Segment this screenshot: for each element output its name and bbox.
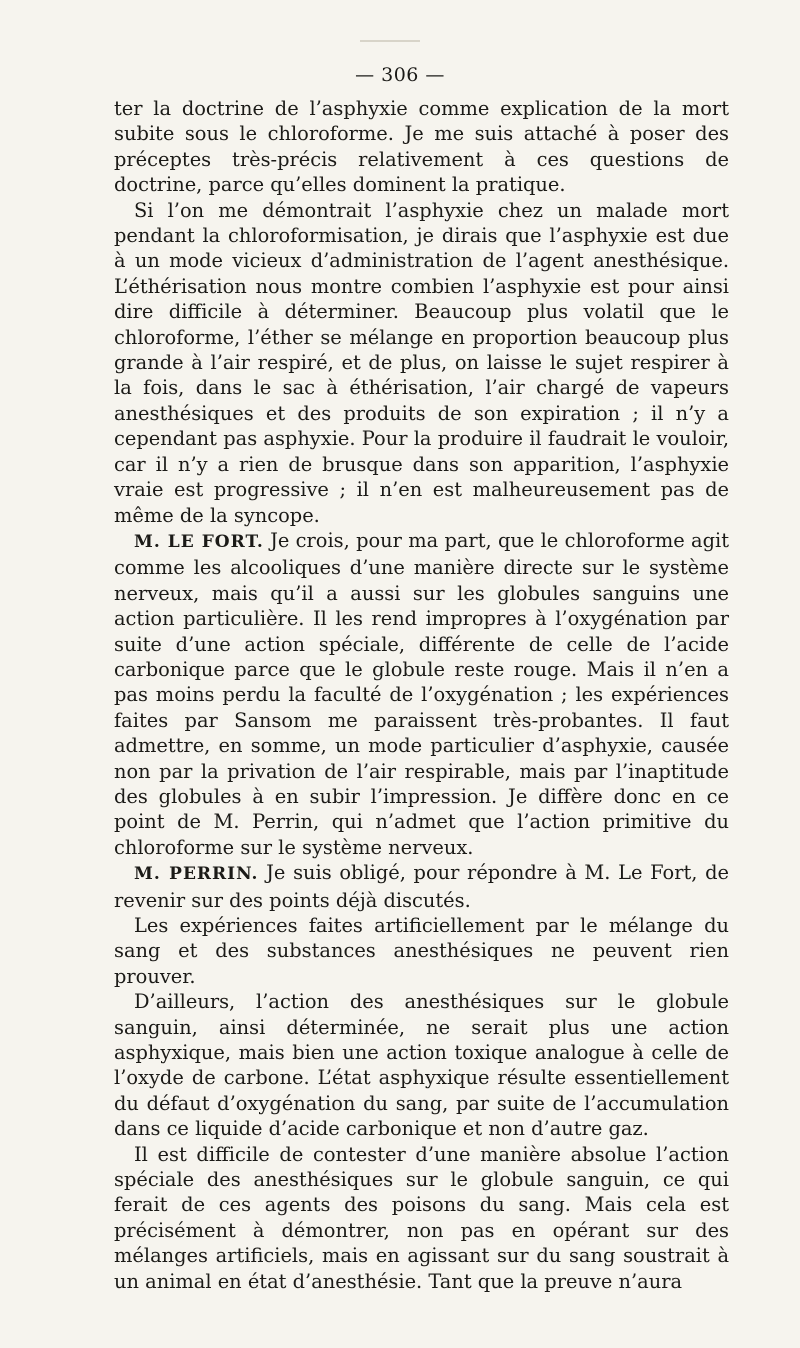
paragraph: Si l’on me démontrait l’asphyxie chez un malade mort pendant la chloroformisation, je dirais que l’asphyxie est due à un mode vicieux d’administration de l’agent anesthésique. L’éthérisation nous montre combien l’asphyxie est pour ainsi dire difficile à déterminer. Beaucoup plus volatil que le chloroforme, l’éther se mélange en proportion beaucoup plus grande à l’air respiré, et de plus, on laisse le sujet respirer à la fois, dans le sac à éthérisation, l’air chargé de vapeurs anesthésiques et des produits de son expiration ; il n’y a cependant pas asphyxie. Pour la produire il faudrait le vouloir, car il n’y a rien de brusque dans son apparition, l’asphyxie vraie est progressive ; il n’en est malheureusement pas de même de la syncope. bbox=[114, 198, 729, 527]
body-text bbox=[114, 96, 729, 1294]
paragraph-continuation: ter la doctrine de l’asphyxie comme explication de la mort subite sous le chloroforme. Je me suis attaché à poser des préceptes très-précis relativement à ces questions de doctrine, parce qu’elles dominent la pratique. bbox=[114, 97, 729, 197]
speaker-name: M. LE FORT. bbox=[134, 531, 264, 552]
speaker-name: M. PERRIN. bbox=[134, 864, 259, 885]
paragraph: Les expériences faites artificiellement par le mélange du sang et des substances anesthésiques ne peuvent rien prouver. bbox=[114, 914, 729, 988]
page-number: — 306 — bbox=[355, 64, 445, 86]
speech-paragraph-le-fort: M. LE FORT. Je crois, pour ma part, que le chloroforme agit comme les alcooliques d’une manière directe sur le système nerveux, mais qu’il a aussi sur les globules sanguins une action particulière. Il les rend impropres à l’oxygénation par suite d’une action spéciale, différente de celle de l’acide carbonique parce que le globule reste rouge. Mais il n’en a pas moins perdu la faculté de l’oxygénation ; les expériences faites par Sansom me paraissent très-probantes. Il faut admettre, en somme, un mode particulier d’asphyxie, causée non par la privation de l’air respirable, mais par l’inaptitude des globules à en subir l’impression. Je diffère donc en ce point de M. Perrin, qui n’admet que l’action primitive du chloroforme sur le système nerveux. bbox=[114, 528, 729, 859]
bleed-through-mark bbox=[360, 40, 420, 42]
paragraph: D’ailleurs, l’action des anesthésiques sur le globule sanguin, ainsi déterminée, ne serait plus une action asphyxique, mais bien une action toxique analogue à celle de l’oxyde de carbone. L’état asphyxique résulte essentiellement du défaut d’oxygénation du sang, par suite de l’accumulation dans ce liquide d’acide carbonique et non d’autre gaz. bbox=[114, 990, 729, 1141]
speech-paragraph-perrin: M. PERRIN. Je suis obligé, pour répondre à M. Le Fort, de revenir sur des points déjà discutés. bbox=[114, 861, 729, 912]
paragraph: Il est difficile de contester d’une manière absolue l’action spéciale des anesthésiques sur le globule sanguin, ce qui ferait de ces agents des poisons du sang. Mais cela est précisément à démontrer, non pas en opérant sur des mélanges artificiels, mais en agissant sur du sang soustrait à un animal en état d’anesthésie. Tant que la preuve n’aura bbox=[114, 1142, 729, 1293]
